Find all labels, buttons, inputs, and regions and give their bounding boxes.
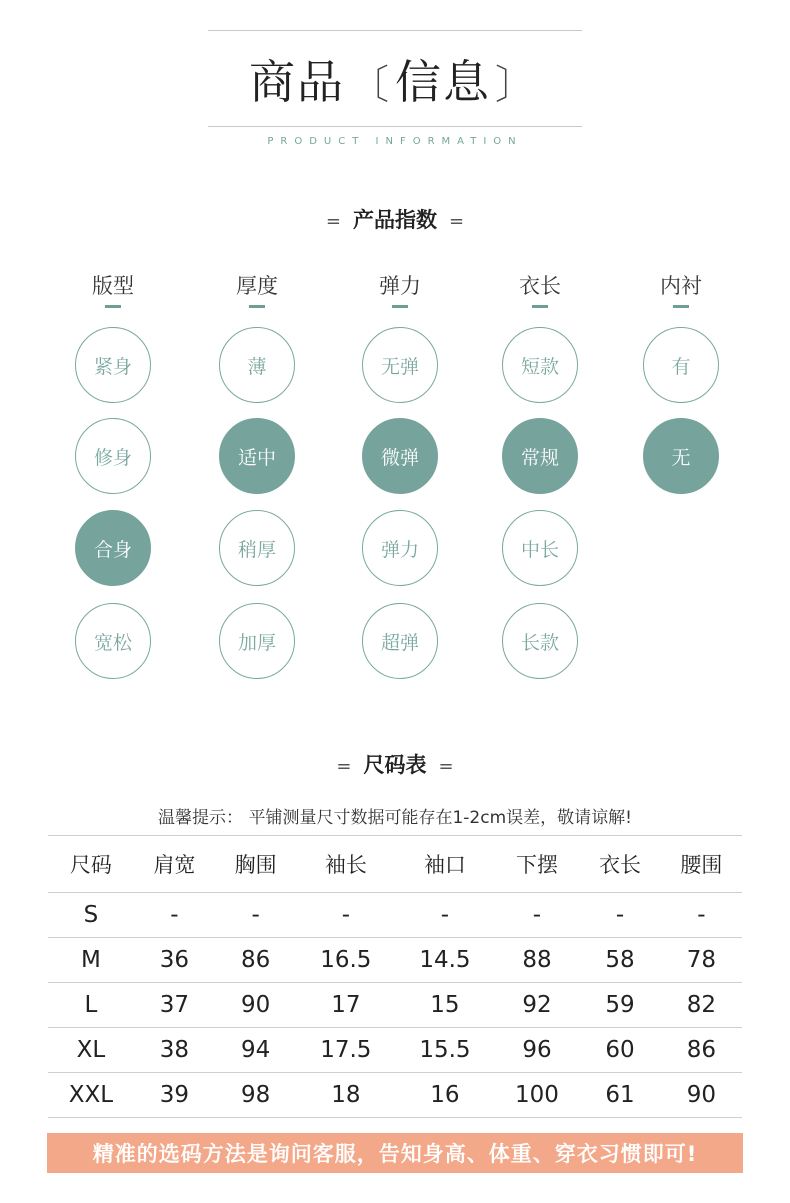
table-cell: 59 [579, 983, 660, 1028]
index-column-label: 厚度 [236, 274, 278, 298]
table-cell: 58 [579, 938, 660, 983]
table-cell: 90 [661, 1073, 742, 1118]
table-header-cell: 衣长 [579, 836, 660, 893]
eq-left: = [336, 756, 352, 777]
table-body [48, 893, 742, 1118]
index-option-circle: 超弹 [362, 603, 438, 679]
index-column-underline [105, 305, 121, 308]
eq-left: = [325, 211, 341, 232]
table-cell: 39 [134, 1073, 215, 1118]
page-title [0, 52, 790, 115]
table-header-row [48, 836, 742, 893]
table-cell: - [215, 893, 296, 938]
index-option-circle: 短款 [502, 327, 578, 403]
table-cell: - [494, 893, 579, 938]
table-cell: 60 [579, 1028, 660, 1073]
table-cell: XL [48, 1028, 134, 1073]
table-row [48, 1028, 742, 1073]
table-header-cell: 下摆 [494, 836, 579, 893]
table-cell: 92 [494, 983, 579, 1028]
index-option-circle: 长款 [502, 603, 578, 679]
table-cell: 36 [134, 938, 215, 983]
index-option-circle: 宽松 [75, 603, 151, 679]
table-cell: S [48, 893, 134, 938]
table-header-cell: 胸围 [215, 836, 296, 893]
table-cell: - [579, 893, 660, 938]
index-section-title [0, 204, 790, 234]
index-column-label: 版型 [92, 274, 134, 298]
table-row [48, 983, 742, 1028]
table-cell: - [296, 893, 395, 938]
index-column-underline [532, 305, 548, 308]
table-cell: 86 [661, 1028, 742, 1073]
table-cell: 37 [134, 983, 215, 1028]
table-header-cell: 袖长 [296, 836, 395, 893]
index-option-circle: 稍厚 [219, 510, 295, 586]
table-row [48, 1073, 742, 1118]
title-left: 商品 [249, 55, 345, 109]
table-cell: - [661, 893, 742, 938]
header-top-rule [208, 30, 582, 31]
index-option-circle: 无弹 [362, 327, 438, 403]
index-column-label: 弹力 [379, 274, 421, 298]
size-table [48, 835, 742, 1118]
title-right: 信息 [395, 55, 491, 109]
table-cell: 38 [134, 1028, 215, 1073]
index-option-circle: 无 [643, 418, 719, 494]
table-cell: - [395, 893, 494, 938]
index-option-circle: 有 [643, 327, 719, 403]
eq-right: = [449, 211, 465, 232]
table-cell: 88 [494, 938, 579, 983]
table-cell: 14.5 [395, 938, 494, 983]
table-header-cell: 尺码 [48, 836, 134, 893]
table-row [48, 938, 742, 983]
table-cell: 16.5 [296, 938, 395, 983]
advice-banner: 精准的选码方法是询问客服，告知身高、体重、穿衣习惯即可! [47, 1133, 743, 1173]
index-option-circle: 合身 [75, 510, 151, 586]
table-header-cell: 腰围 [661, 836, 742, 893]
bracket-open: 〔 [349, 62, 391, 108]
table-cell: 94 [215, 1028, 296, 1073]
table-cell: 18 [296, 1073, 395, 1118]
table-cell: 96 [494, 1028, 579, 1073]
index-option-circle: 加厚 [219, 603, 295, 679]
table-cell: 61 [579, 1073, 660, 1118]
index-option-circle: 修身 [75, 418, 151, 494]
table-header-cell: 袖口 [395, 836, 494, 893]
table-cell: L [48, 983, 134, 1028]
table-cell: - [134, 893, 215, 938]
table-cell: M [48, 938, 134, 983]
table-cell: 16 [395, 1073, 494, 1118]
index-column-underline [249, 305, 265, 308]
size-section-title [0, 749, 790, 779]
index-column-label: 内衬 [660, 274, 702, 298]
table-cell: 17 [296, 983, 395, 1028]
index-option-circle: 弹力 [362, 510, 438, 586]
bracket-close: 〕 [495, 62, 537, 108]
header-bottom-rule [208, 126, 582, 127]
table-cell: 90 [215, 983, 296, 1028]
index-column-underline [392, 305, 408, 308]
table-cell: XXL [48, 1073, 134, 1118]
table-cell: 82 [661, 983, 742, 1028]
index-option-circle: 中长 [502, 510, 578, 586]
table-cell: 98 [215, 1073, 296, 1118]
table-header-cell: 肩宽 [134, 836, 215, 893]
table-cell: 15 [395, 983, 494, 1028]
table-cell: 86 [215, 938, 296, 983]
eq-right: = [438, 756, 454, 777]
index-option-circle: 微弹 [362, 418, 438, 494]
table-row [48, 893, 742, 938]
measure-tip: 温馨提示： 平铺测量尺寸数据可能存在1-2cm误差，敬请谅解! [158, 808, 632, 828]
table-cell: 100 [494, 1073, 579, 1118]
table-cell: 17.5 [296, 1028, 395, 1073]
index-column-label: 衣长 [519, 274, 561, 298]
index-column-underline [673, 305, 689, 308]
page-subtitle: PRODUCT INFORMATION [267, 136, 523, 147]
index-option-circle: 常规 [502, 418, 578, 494]
index-option-circle: 紧身 [75, 327, 151, 403]
table-cell: 15.5 [395, 1028, 494, 1073]
index-option-circle: 适中 [219, 418, 295, 494]
table-cell: 78 [661, 938, 742, 983]
index-title-text: 产品指数 [353, 208, 437, 232]
index-option-circle: 薄 [219, 327, 295, 403]
size-title-text: 尺码表 [363, 753, 427, 777]
